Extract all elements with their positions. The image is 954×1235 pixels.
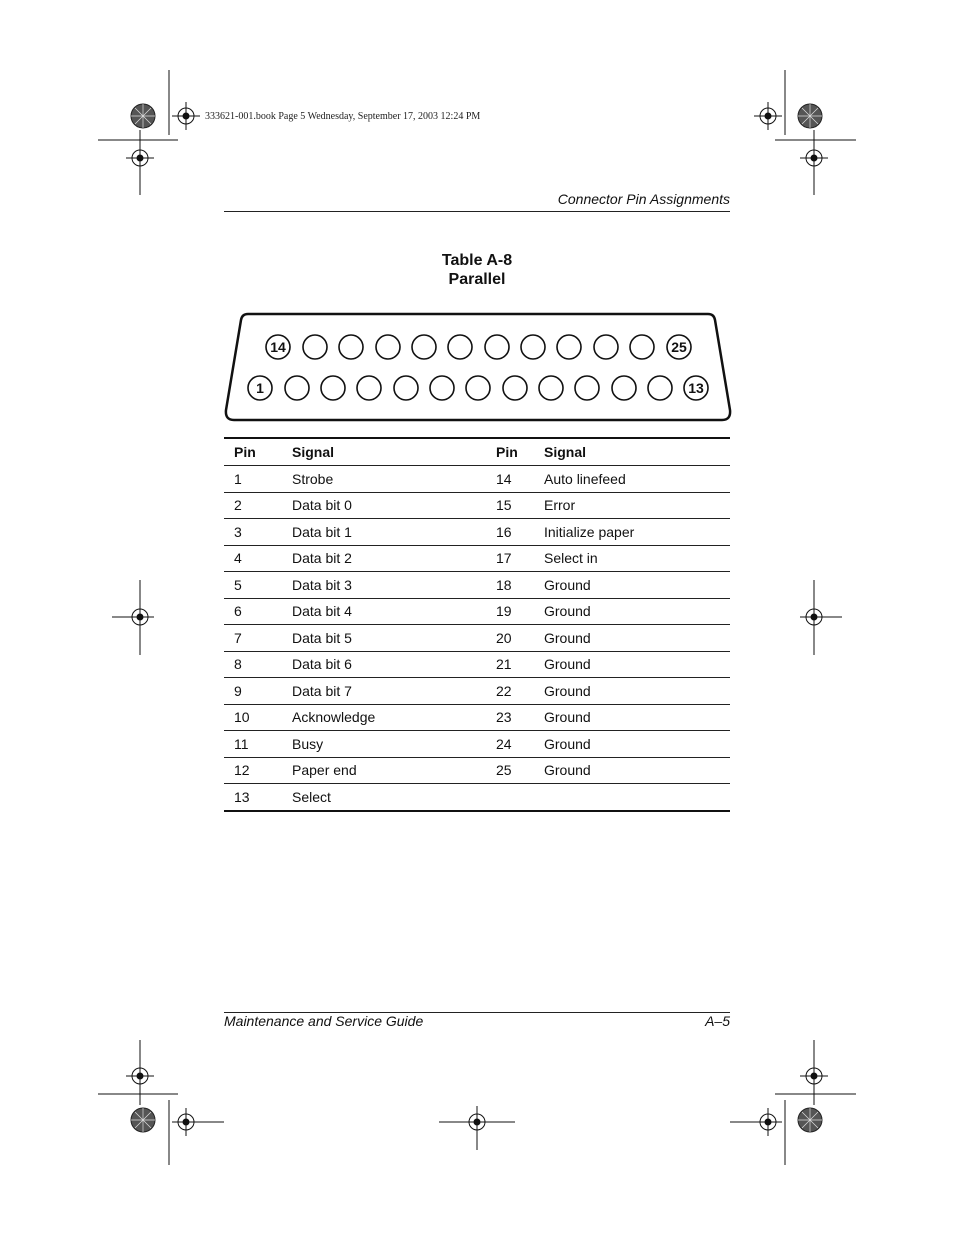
- pin-20-circle: [485, 335, 509, 359]
- table-row: [224, 704, 730, 731]
- pin-21-circle: [521, 335, 545, 359]
- signal-cell: Data bit 7: [282, 678, 486, 705]
- header-signal-right: Signal: [534, 438, 730, 466]
- pin-14-label: 14: [270, 339, 286, 355]
- table-row: [224, 678, 730, 705]
- page-number: A–5: [705, 1013, 730, 1029]
- signal-cell: Data bit 2: [282, 545, 486, 572]
- pin-9-circle: [539, 376, 563, 400]
- pin-cell: 20: [486, 625, 534, 652]
- pin-cell: 9: [224, 678, 282, 705]
- pin-2-circle: [285, 376, 309, 400]
- pin-cell: 25: [486, 757, 534, 784]
- signal-cell: Acknowledge: [282, 704, 486, 731]
- pin-cell: 3: [224, 519, 282, 546]
- table-row: [224, 651, 730, 678]
- pin-1-label: 1: [256, 380, 264, 396]
- signal-cell: Error: [534, 492, 730, 519]
- table-row: [224, 466, 730, 493]
- table-title: [224, 251, 730, 289]
- signal-cell: Select: [282, 784, 486, 811]
- signal-cell: Strobe: [282, 466, 486, 493]
- table-row: [224, 572, 730, 599]
- running-head: Connector Pin Assignments: [557, 191, 730, 207]
- pin-cell: 13: [224, 784, 282, 811]
- signal-cell: [534, 784, 730, 811]
- pin-cell: 2: [224, 492, 282, 519]
- pin-10-circle: [575, 376, 599, 400]
- signal-cell: Ground: [534, 598, 730, 625]
- header-pin-right: Pin: [486, 438, 534, 466]
- signal-cell: Busy: [282, 731, 486, 758]
- pin-cell: 15: [486, 492, 534, 519]
- pin-13-label: 13: [688, 380, 704, 396]
- pin-12-circle: [648, 376, 672, 400]
- pin-cell: 4: [224, 545, 282, 572]
- pin-cell: [486, 784, 534, 811]
- pin-16-circle: [339, 335, 363, 359]
- pin-cell: 14: [486, 466, 534, 493]
- table-row: [224, 598, 730, 625]
- pin-cell: 21: [486, 651, 534, 678]
- pin-cell: 12: [224, 757, 282, 784]
- table-row: [224, 492, 730, 519]
- pin-cell: 23: [486, 704, 534, 731]
- table-row: [224, 519, 730, 546]
- pin-cell: 5: [224, 572, 282, 599]
- pin-assignment-table: [224, 437, 730, 812]
- pin-8-circle: [503, 376, 527, 400]
- signal-cell: Initialize paper: [534, 519, 730, 546]
- pin-3-circle: [321, 376, 345, 400]
- pin-cell: 22: [486, 678, 534, 705]
- parallel-connector-diagram: [224, 310, 732, 426]
- signal-cell: Ground: [534, 651, 730, 678]
- signal-cell: Data bit 6: [282, 651, 486, 678]
- signal-cell: Auto linefeed: [534, 466, 730, 493]
- signal-cell: Paper end: [282, 757, 486, 784]
- signal-cell: Ground: [534, 678, 730, 705]
- pin-cell: 11: [224, 731, 282, 758]
- pin-5-circle: [394, 376, 418, 400]
- signal-cell: Data bit 4: [282, 598, 486, 625]
- signal-cell: Data bit 0: [282, 492, 486, 519]
- pin-15-circle: [303, 335, 327, 359]
- pin-cell: 24: [486, 731, 534, 758]
- signal-cell: Data bit 5: [282, 625, 486, 652]
- footer-title: Maintenance and Service Guide: [224, 1013, 424, 1029]
- pin-11-circle: [612, 376, 636, 400]
- table-row: [224, 625, 730, 652]
- pin-6-circle: [430, 376, 454, 400]
- pin-cell: 17: [486, 545, 534, 572]
- table-label: Table A-8: [441, 252, 513, 269]
- table-row: [224, 731, 730, 758]
- signal-cell: Select in: [534, 545, 730, 572]
- pin-cell: 19: [486, 598, 534, 625]
- table-row: [224, 757, 730, 784]
- signal-cell: Ground: [534, 757, 730, 784]
- signal-cell: Data bit 3: [282, 572, 486, 599]
- signal-cell: Ground: [534, 572, 730, 599]
- table-header-row: [224, 438, 730, 466]
- table-row: [224, 545, 730, 572]
- pin-cell: 18: [486, 572, 534, 599]
- signal-cell: Ground: [534, 731, 730, 758]
- pin-17-circle: [376, 335, 400, 359]
- pin-23-circle: [594, 335, 618, 359]
- pin-cell: 10: [224, 704, 282, 731]
- pin-cell: 16: [486, 519, 534, 546]
- pin-4-circle: [357, 376, 381, 400]
- pin-7-circle: [466, 376, 490, 400]
- header-rule: [224, 211, 730, 212]
- pin-22-circle: [557, 335, 581, 359]
- pin-18-circle: [412, 335, 436, 359]
- print-slug: 333621-001.book Page 5 Wednesday, September 17, 2003 12:24 PM: [205, 111, 481, 122]
- pin-24-circle: [630, 335, 654, 359]
- pin-cell: 7: [224, 625, 282, 652]
- header-pin-left: Pin: [224, 438, 282, 466]
- header-signal-left: Signal: [282, 438, 486, 466]
- connector-shell: [226, 314, 730, 420]
- table-row: [224, 784, 730, 811]
- table-name: Parallel: [448, 271, 506, 288]
- signal-cell: Ground: [534, 704, 730, 731]
- pin-19-circle: [448, 335, 472, 359]
- signal-cell: Data bit 1: [282, 519, 486, 546]
- signal-cell: Ground: [534, 625, 730, 652]
- pin-cell: 1: [224, 466, 282, 493]
- pin-cell: 8: [224, 651, 282, 678]
- pin-cell: 6: [224, 598, 282, 625]
- pin-25-label: 25: [671, 339, 687, 355]
